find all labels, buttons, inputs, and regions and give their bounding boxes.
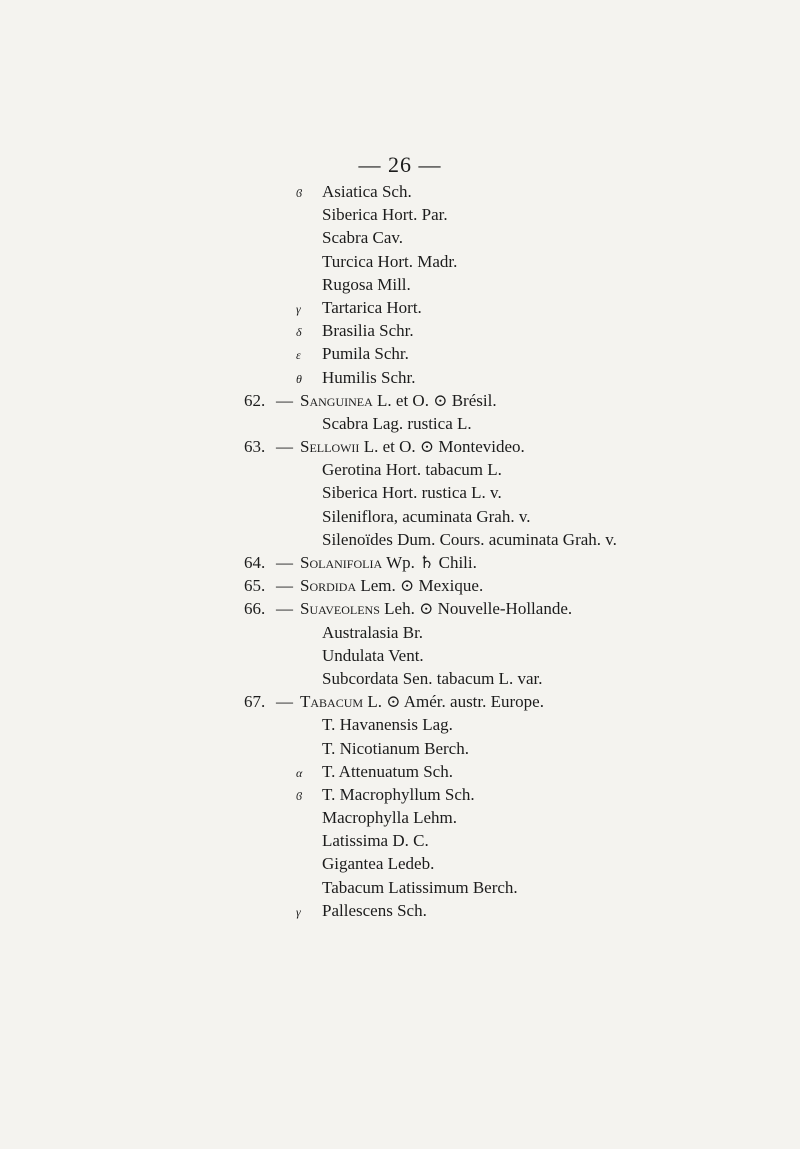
entry-dash: — <box>276 692 293 712</box>
synonym-line <box>0 319 800 342</box>
species-name: Suaveolens <box>300 599 380 619</box>
synonym-line <box>0 481 800 504</box>
variety-marker: ϐ <box>296 788 302 803</box>
synonym-line <box>0 829 800 852</box>
synonym-line <box>0 203 800 226</box>
synonym-text: Siberica Hort. Par. <box>322 205 448 225</box>
synonym-line <box>0 899 800 922</box>
variety-marker: ϐ <box>296 186 302 200</box>
entry-number: 63. <box>244 437 266 457</box>
species-name: Sellowii <box>300 437 360 457</box>
synonym-line <box>0 273 800 296</box>
synonym-text: Turcica Hort. Madr. <box>322 251 458 271</box>
variety-marker: α <box>296 765 303 780</box>
species-details: L. et O. ⊙ Montevideo. <box>359 437 525 457</box>
synonym-line <box>0 296 800 319</box>
entry-dash: — <box>276 599 293 619</box>
synonym-line <box>0 621 800 644</box>
entry-dash: — <box>276 576 293 596</box>
synonym-text: Pumila Schr. <box>322 344 409 364</box>
entry-dash: — <box>276 390 293 410</box>
entry-number: 66. <box>244 599 266 619</box>
synonym-text: Tartarica Hort. <box>322 297 422 317</box>
synonym-text: Gerotina Hort. tabacum L. <box>322 460 502 480</box>
synonym-text: Tabacum Latissimum Berch. <box>322 877 518 897</box>
synonym-text: Subcordata Sen. tabacum L. var. <box>322 668 543 688</box>
synonym-line <box>0 366 800 389</box>
synonym-line <box>0 505 800 528</box>
entry-number: 62. <box>244 390 266 410</box>
synonym-line <box>0 806 800 829</box>
variety-marker: δ <box>296 325 302 340</box>
synonym-text: Pallescens Sch. <box>322 900 427 920</box>
synonym-text: Scabra Cav. <box>322 228 404 248</box>
synonym-text: Sileniflora, acuminata Grah. v. <box>322 506 531 526</box>
species-details: Wp. ♄ Chili. <box>382 553 477 572</box>
species-entry <box>0 389 800 412</box>
synonym-text: T. Macrophyllum Sch. <box>322 784 475 804</box>
page-number: — 26 — <box>358 152 442 177</box>
synonym-text: T. Attenuatum Sch. <box>322 761 453 781</box>
synonym-line <box>0 852 800 875</box>
species-details: L. ⊙ Amér. austr. Europe. <box>363 692 544 712</box>
species-entry <box>0 597 800 620</box>
synonym-text: Humilis Schr. <box>322 367 416 387</box>
synonym-line <box>0 458 800 481</box>
synonym-line <box>0 667 800 690</box>
synonym-text: T. Nicotianum Berch. <box>322 738 469 758</box>
species-details: Lem. ⊙ Mexique. <box>356 576 484 596</box>
entry-dash: — <box>276 437 293 457</box>
species-name: Sordida <box>300 576 357 596</box>
entry-text <box>300 574 483 597</box>
synonym-line <box>0 737 800 760</box>
synonym-line <box>0 180 800 203</box>
synonym-text: Gigantea Ledeb. <box>322 854 435 874</box>
synonym-line <box>0 713 800 736</box>
synonym-text: Silenoïdes Dum. Cours. acuminata Grah. v. <box>322 529 617 549</box>
variety-marker: γ <box>296 904 301 919</box>
synonym-line <box>0 412 800 435</box>
species-name: Solanifolia <box>300 553 383 572</box>
species-entry <box>0 574 800 597</box>
species-entry <box>0 690 800 713</box>
entry-text <box>300 435 525 458</box>
entry-dash: — <box>276 553 293 572</box>
entry-text <box>300 690 544 713</box>
synonym-line <box>0 783 800 806</box>
synonym-line <box>0 528 800 551</box>
species-list <box>0 180 800 922</box>
synonym-line <box>0 644 800 667</box>
species-details: Leh. ⊙ Nouvelle-Hollande. <box>379 599 573 619</box>
synonym-text: Undulata Vent. <box>322 645 424 665</box>
species-name: Sanguinea <box>300 390 373 410</box>
entry-number: 65. <box>244 576 266 596</box>
synonym-line <box>0 226 800 249</box>
entry-text <box>300 551 477 574</box>
variety-marker: ε <box>296 348 301 363</box>
synonym-text: Asiatica Sch. <box>322 182 412 201</box>
variety-marker: θ <box>296 371 302 386</box>
synonym-text: Rugosa Mill. <box>322 274 411 294</box>
synonym-text: Latissima D. C. <box>322 831 429 851</box>
species-name: Tabacum <box>300 692 364 712</box>
species-entry <box>0 435 800 458</box>
synonym-line <box>0 876 800 899</box>
synonym-text: Scabra Lag. rustica L. <box>322 413 472 433</box>
entry-text <box>300 389 497 412</box>
synonym-line <box>0 760 800 783</box>
synonym-line <box>0 342 800 365</box>
synonym-text: T. Havanensis Lag. <box>322 715 453 735</box>
synonym-text: Brasilia Schr. <box>322 321 414 341</box>
entry-text <box>300 597 572 620</box>
synonym-text: Siberica Hort. rustica L. v. <box>322 483 502 503</box>
synonym-text: Macrophylla Lehm. <box>322 808 458 828</box>
synonym-text: Australasia Br. <box>322 622 424 642</box>
entry-number: 64. <box>244 553 266 572</box>
species-entry <box>0 551 800 574</box>
synonym-line <box>0 250 800 273</box>
entry-number: 67. <box>244 692 266 712</box>
variety-marker: γ <box>296 301 301 316</box>
species-details: L. et O. ⊙ Brésil. <box>372 390 497 410</box>
